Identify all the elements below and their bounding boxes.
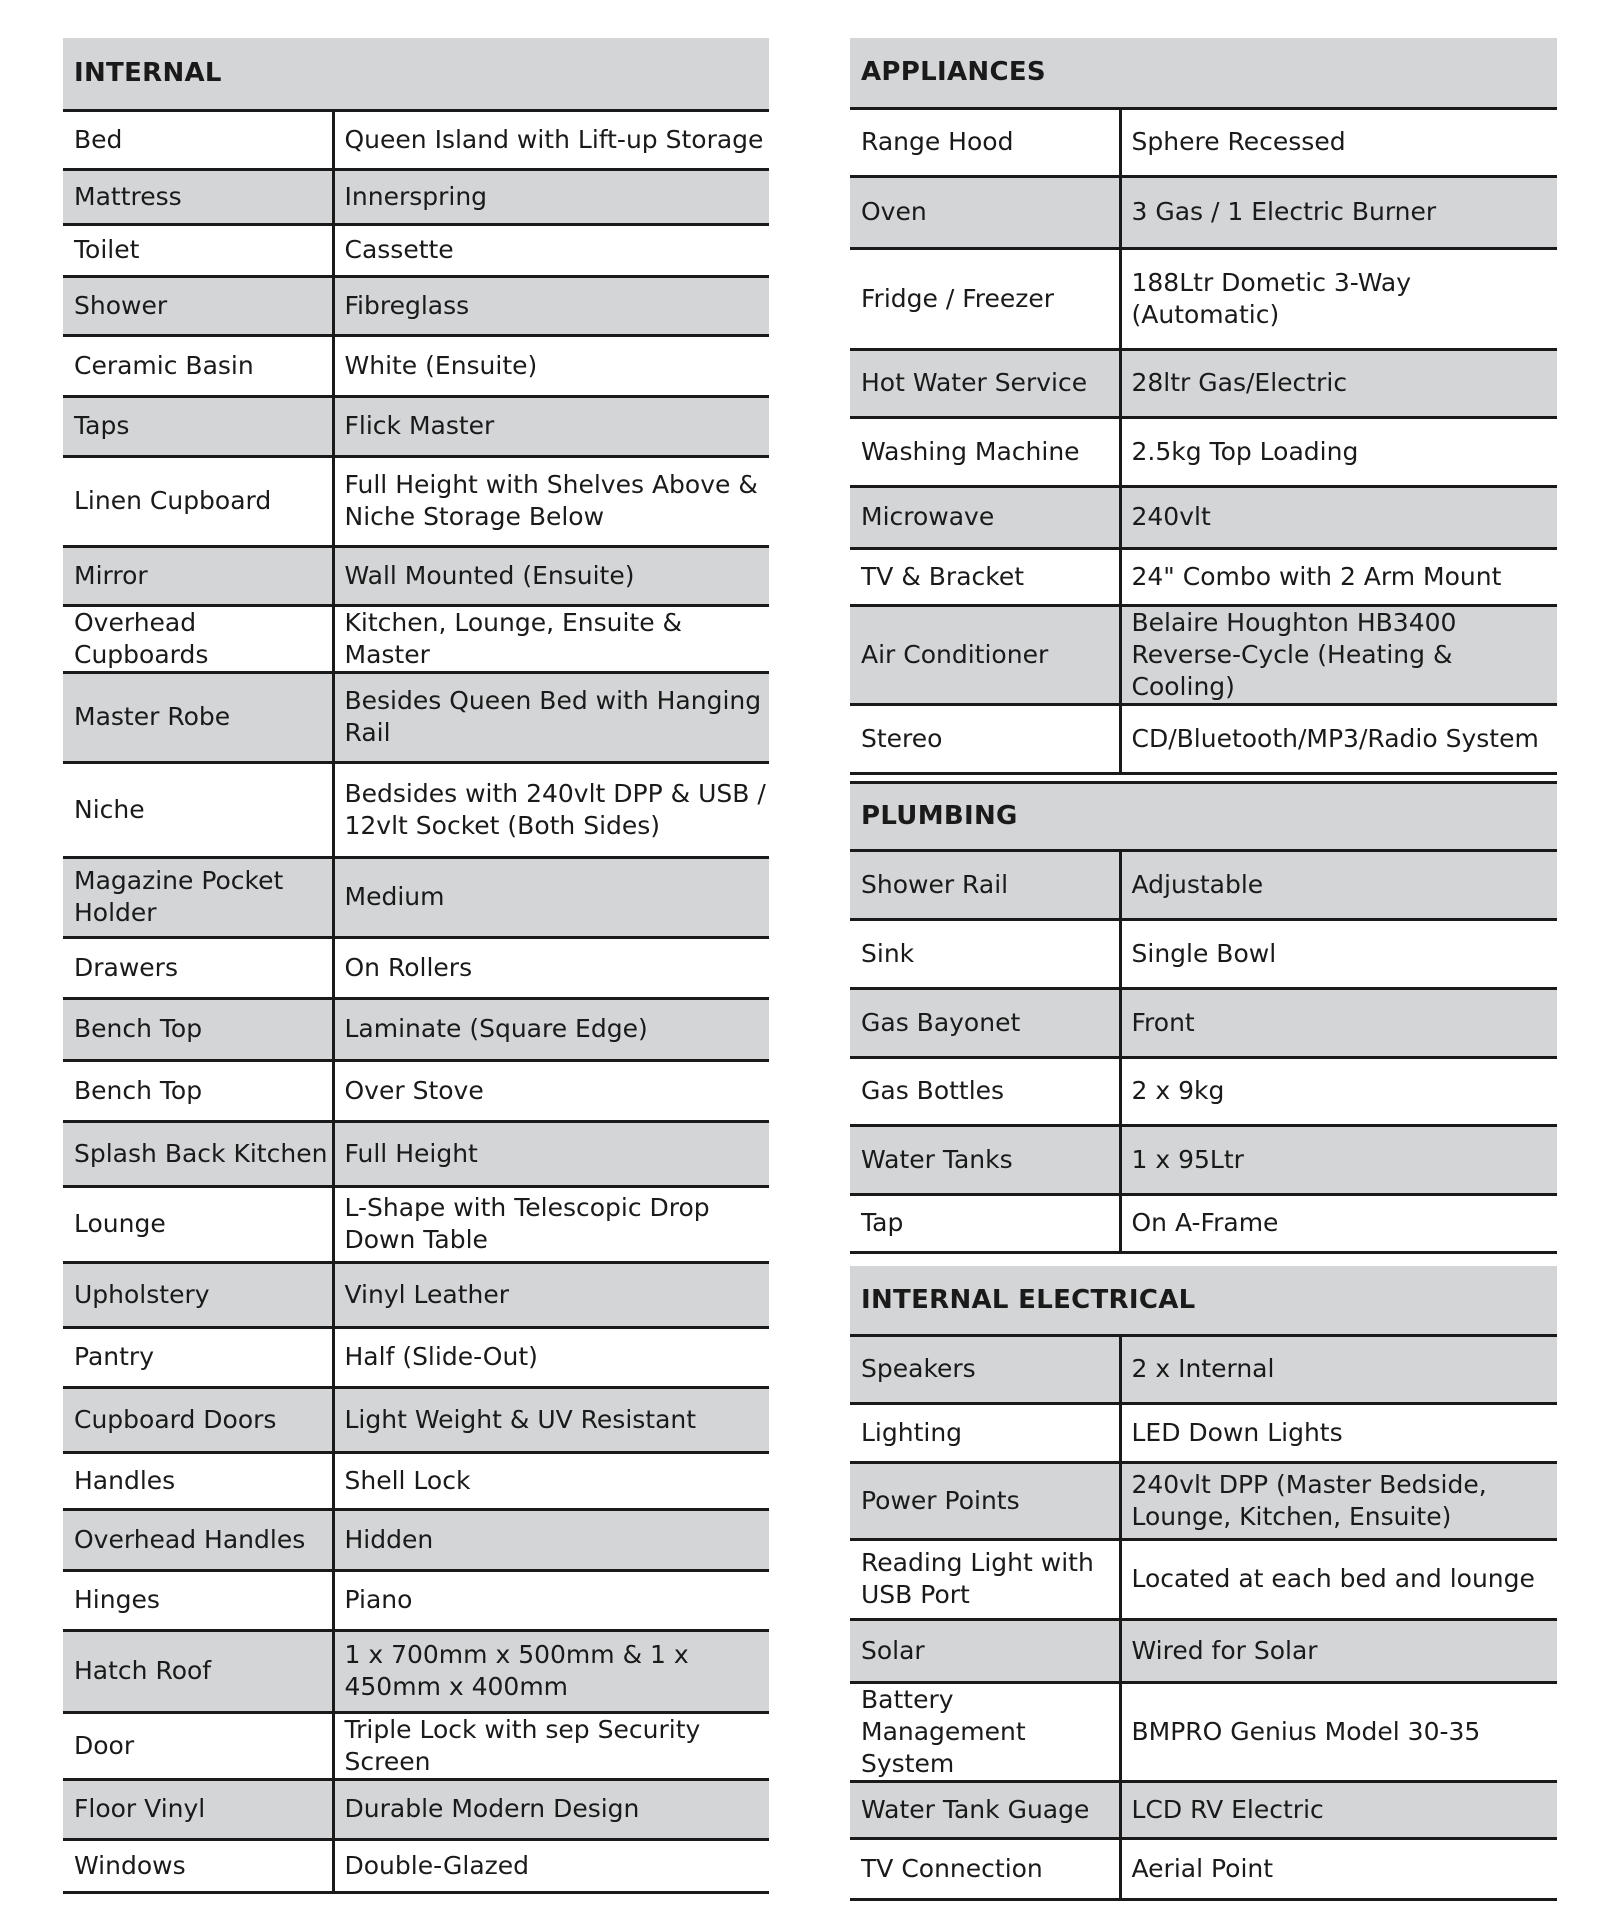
table-row [63,1262,769,1327]
spec-label: Reading Light with USB Port [850,1539,1120,1619]
section-divider [850,1252,1557,1266]
spec-value: On A-Frame [1120,1194,1557,1252]
table-row [850,1125,1557,1194]
table-row [63,396,769,456]
table-row [63,762,769,857]
spec-value: Sphere Recessed [1120,108,1557,176]
table-row [63,857,769,937]
spec-label: Shower [63,276,333,335]
spec-label: Microwave [850,486,1120,548]
spec-value: Located at each bed and lounge [1120,1539,1557,1619]
table-row [850,988,1557,1057]
spec-value: Kitchen, Lounge, Ensuite & Master [333,605,769,672]
spec-label: Master Robe [63,672,333,762]
table-row [63,276,769,335]
table-row [63,1570,769,1630]
spec-value: 1 x 700mm x 500mm & 1 x 450mm x 400mm [333,1630,769,1712]
spec-value: Hidden [333,1509,769,1570]
table-row [850,1057,1557,1125]
spec-label: Speakers [850,1335,1120,1403]
spec-label: Taps [63,396,333,456]
spec-value: 2.5kg Top Loading [1120,417,1557,486]
table-row [63,1630,769,1712]
table-row [63,1387,769,1452]
spec-label: Overhead Cupboards [63,605,333,672]
spec-value: Wired for Solar [1120,1619,1557,1682]
spec-value: Fibreglass [333,276,769,335]
spec-label: Gas Bayonet [850,988,1120,1057]
table-row [850,919,1557,988]
spec-value: Shell Lock [333,1452,769,1509]
spec-label: Gas Bottles [850,1057,1120,1125]
spec-value: On Rollers [333,937,769,998]
table-row [63,1779,769,1839]
spec-value: Triple Lock with sep Security Screen [333,1712,769,1779]
spec-value: Laminate (Square Edge) [333,998,769,1060]
table-row [63,456,769,546]
spec-label: Floor Vinyl [63,1779,333,1839]
spec-value: Innerspring [333,169,769,224]
right-spec-table [850,38,1557,1901]
table-row [850,1838,1557,1899]
spec-label: Range Hood [850,108,1120,176]
spec-value: Bedsides with 240vlt DPP & USB / 12vlt Socket (Both Sides) [333,762,769,857]
table-row [850,850,1557,919]
spec-value: Adjustable [1120,850,1557,919]
spec-value: Single Bowl [1120,919,1557,988]
table-row [850,417,1557,486]
spec-value: BMPRO Genius Model 30-35 [1120,1682,1557,1781]
table-row [850,108,1557,176]
spec-value: Belaire Houghton HB3400 Reverse-Cycle (Heating & Cooling) [1120,605,1557,704]
spec-value: 2 x 9kg [1120,1057,1557,1125]
spec-label: Mattress [63,169,333,224]
spec-value: Besides Queen Bed with Hanging Rail [333,672,769,762]
spec-label: Hatch Roof [63,1630,333,1712]
table-row [63,1327,769,1387]
spec-value: Medium [333,857,769,937]
table-row [63,169,769,224]
spec-label: Upholstery [63,1262,333,1327]
spec-label: Stereo [850,704,1120,773]
spec-label: Sink [850,919,1120,988]
table-row [850,1462,1557,1539]
table-row [850,1403,1557,1462]
spec-label: Solar [850,1619,1120,1682]
table-row [63,672,769,762]
table-row [63,998,769,1060]
spec-label: Hinges [63,1570,333,1630]
spec-value: 24" Combo with 2 Arm Mount [1120,548,1557,605]
table-row [850,1619,1557,1682]
spec-value: 188Ltr Dometic 3-Way (Automatic) [1120,248,1557,349]
table-row [63,605,769,672]
spec-label: Washing Machine [850,417,1120,486]
spec-label: Ceramic Basin [63,335,333,396]
table-row [850,548,1557,605]
table-row [850,1682,1557,1781]
spec-label: Magazine Pocket Holder [63,857,333,937]
table-row [63,1712,769,1779]
spec-value: L-Shape with Telescopic Drop Down Table [333,1186,769,1262]
section-divider [850,773,1557,782]
spec-value: 3 Gas / 1 Electric Burner [1120,176,1557,248]
table-row [850,1781,1557,1838]
spec-label: Toilet [63,224,333,276]
spec-value: 240vlt [1120,486,1557,548]
appliances-header-row [850,38,1557,108]
spec-value: 1 x 95Ltr [1120,1125,1557,1194]
table-row [850,1539,1557,1619]
spec-label: Cupboard Doors [63,1387,333,1452]
spec-label: Bed [63,110,333,169]
spec-label: Overhead Handles [63,1509,333,1570]
spec-label: Lighting [850,1403,1120,1462]
table-row [63,1452,769,1509]
spec-label: Bench Top [63,998,333,1060]
spec-label: Oven [850,176,1120,248]
spec-label: Windows [63,1839,333,1892]
spec-value: Light Weight & UV Resistant [333,1387,769,1452]
spec-value: Full Height [333,1121,769,1186]
table-row [63,546,769,605]
spec-label: Battery Management System [850,1682,1120,1781]
spec-value: 240vlt DPP (Master Bedside, Lounge, Kitchen, Ensuite) [1120,1462,1557,1539]
plumbing-title: PLUMBING [850,782,1557,850]
table-row [63,1060,769,1121]
spec-label: TV Connection [850,1838,1120,1899]
spec-label: Tap [850,1194,1120,1252]
spec-label: Mirror [63,546,333,605]
spec-value: Front [1120,988,1557,1057]
spec-value: LCD RV Electric [1120,1781,1557,1838]
spec-value: LED Down Lights [1120,1403,1557,1462]
table-row [63,1509,769,1570]
spec-value: Cassette [333,224,769,276]
spec-label: Water Tanks [850,1125,1120,1194]
spec-value: Full Height with Shelves Above & Niche Storage Below [333,456,769,546]
table-row [63,224,769,276]
spec-label: Drawers [63,937,333,998]
electrical-title: INTERNAL ELECTRICAL [850,1266,1557,1335]
spec-value: White (Ensuite) [333,335,769,396]
spec-label: Lounge [63,1186,333,1262]
table-row [63,110,769,169]
spec-value: Flick Master [333,396,769,456]
table-row [850,1194,1557,1252]
spec-value: Aerial Point [1120,1838,1557,1899]
spec-label: Splash Back Kitchen [63,1121,333,1186]
table-row [850,1335,1557,1403]
spec-label: Handles [63,1452,333,1509]
table-row [850,486,1557,548]
table-row [850,704,1557,773]
spec-label: Air Conditioner [850,605,1120,704]
spec-label: Shower Rail [850,850,1120,919]
table-row [63,1186,769,1262]
internal-title: INTERNAL [63,38,769,110]
spec-value: 2 x Internal [1120,1335,1557,1403]
table-row [63,335,769,396]
table-row [63,937,769,998]
spec-value: 28ltr Gas/Electric [1120,349,1557,417]
internal-spec-table [63,38,769,1894]
table-row [850,248,1557,349]
appliances-title: APPLIANCES [850,38,1557,108]
spec-value: Over Stove [333,1060,769,1121]
spec-value: Vinyl Leather [333,1262,769,1327]
spec-value: Double-Glazed [333,1839,769,1892]
table-row [63,1839,769,1892]
spec-label: Power Points [850,1462,1120,1539]
spec-label: Linen Cupboard [63,456,333,546]
table-row [850,176,1557,248]
plumbing-header-row [850,782,1557,850]
spec-value: Wall Mounted (Ensuite) [333,546,769,605]
table-row [850,605,1557,704]
spec-value: Half (Slide-Out) [333,1327,769,1387]
spec-value: CD/Bluetooth/MP3/Radio System [1120,704,1557,773]
spec-label: Fridge / Freezer [850,248,1120,349]
spec-label: Door [63,1712,333,1779]
spec-label: Pantry [63,1327,333,1387]
spec-value: Durable Modern Design [333,1779,769,1839]
spec-value: Piano [333,1570,769,1630]
table-row [63,1121,769,1186]
spec-label: TV & Bracket [850,548,1120,605]
internal-header-row [63,38,769,110]
electrical-header-row [850,1266,1557,1335]
spec-value: Queen Island with Lift-up Storage [333,110,769,169]
spec-label: Niche [63,762,333,857]
spec-label: Hot Water Service [850,349,1120,417]
spec-label: Bench Top [63,1060,333,1121]
spec-label: Water Tank Guage [850,1781,1120,1838]
table-row [850,349,1557,417]
